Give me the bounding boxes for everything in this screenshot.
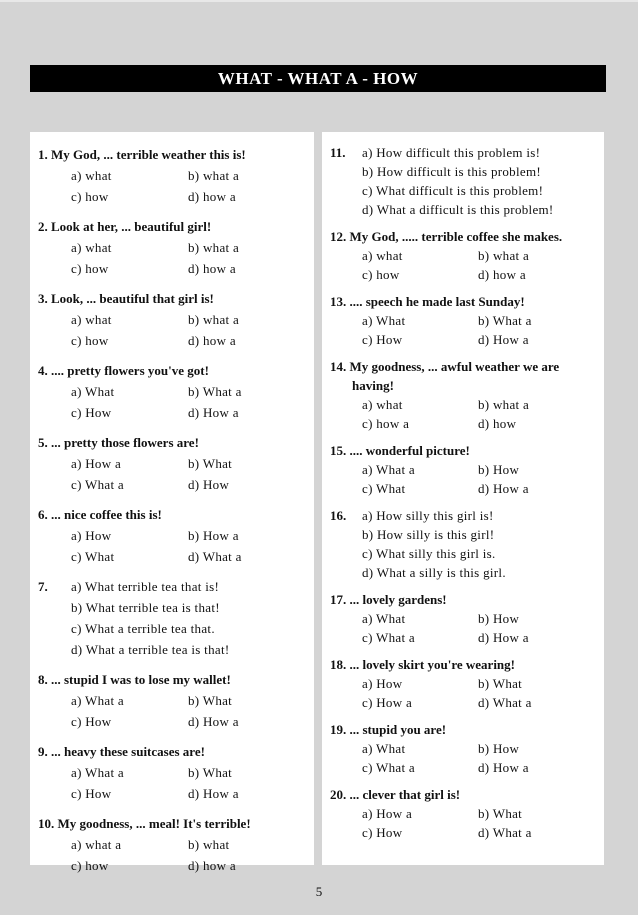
answer-option: c) how xyxy=(71,261,109,276)
question-stem xyxy=(38,669,314,690)
question-text: ... clever that girl is! xyxy=(349,787,461,802)
question-stem xyxy=(38,216,314,237)
question-text: ... pretty those flowers are! xyxy=(51,435,199,450)
option-grid xyxy=(38,381,314,423)
answer-option: d) how a xyxy=(188,858,236,873)
question-number: 1. xyxy=(38,147,48,162)
question-stem xyxy=(38,504,314,525)
option-grid xyxy=(38,165,314,207)
answer-option: d) How a xyxy=(478,760,529,775)
answer-option: d) How a xyxy=(478,332,529,347)
answer-option: b) How a xyxy=(188,528,239,543)
answer-option: a) How difficult this problem is! xyxy=(362,145,541,160)
question-number: 5. xyxy=(38,435,48,450)
answer-option: d) What a terrible tea is that! xyxy=(71,642,230,657)
question-item xyxy=(38,432,314,495)
answer-option: c) What difficult is this problem! xyxy=(362,183,544,198)
answer-option: b) What a xyxy=(188,384,242,399)
question-stem xyxy=(38,360,314,381)
option-list xyxy=(71,576,230,660)
question-number: 13. xyxy=(330,294,347,309)
option-grid xyxy=(330,674,604,712)
answer-option: d) What a xyxy=(478,825,532,840)
answer-option: b) what a xyxy=(478,397,530,412)
question-item xyxy=(38,741,314,804)
answer-option: a) How silly this girl is! xyxy=(362,508,494,523)
question-text: .... wonderful picture! xyxy=(349,443,470,458)
answer-option: c) What xyxy=(71,549,115,564)
answer-option: d) How xyxy=(188,477,230,492)
answer-option: c) What a terrible tea that. xyxy=(71,621,215,636)
question-item xyxy=(38,813,314,876)
question-item xyxy=(38,576,314,660)
question-number: 2. xyxy=(38,219,48,234)
question-number: 8. xyxy=(38,672,48,687)
question-item xyxy=(330,785,604,842)
answer-option: c) How a xyxy=(362,695,413,710)
answer-option: c) how xyxy=(71,333,109,348)
answer-option: b) What xyxy=(188,765,233,780)
answer-option: a) How xyxy=(71,528,112,543)
question-number: 12. xyxy=(330,229,347,244)
answer-option: c) What silly this girl is. xyxy=(362,546,496,561)
question-number: 11. xyxy=(330,145,346,160)
right-question-column xyxy=(322,132,604,865)
question-number: 16. xyxy=(330,508,347,523)
question-item xyxy=(38,504,314,567)
answer-option: a) what xyxy=(362,397,403,412)
question-number: 9. xyxy=(38,744,48,759)
answer-option: a) what xyxy=(71,240,112,255)
question-number: 17. xyxy=(330,592,347,607)
question-stem xyxy=(38,432,314,453)
answer-option: d) How a xyxy=(188,405,239,420)
answer-option: a) what a xyxy=(71,837,122,852)
question-number: 7. xyxy=(38,579,48,594)
answer-option: b) what a xyxy=(188,312,240,327)
answer-option: c) How xyxy=(71,405,112,420)
answer-option: b) what a xyxy=(188,168,240,183)
question-number: 18. xyxy=(330,657,347,672)
question-stem xyxy=(330,227,604,246)
answer-option: c) How xyxy=(71,714,112,729)
question-number: 20. xyxy=(330,787,347,802)
question-number: 6. xyxy=(38,507,48,522)
question-item xyxy=(38,144,314,207)
question-number: 3. xyxy=(38,291,48,306)
answer-option: b) How difficult is this problem! xyxy=(362,164,542,179)
answer-option: d) how a xyxy=(188,333,236,348)
answer-option: a) What xyxy=(362,741,406,756)
page-number: 5 xyxy=(315,884,323,899)
answer-option: b) How xyxy=(478,741,520,756)
answer-option: b) what a xyxy=(478,248,530,263)
question-text: My God, ... terrible weather this is! xyxy=(51,147,246,162)
page-title: WHAT - WHAT A - HOW xyxy=(30,65,606,92)
answer-option: d) How a xyxy=(188,786,239,801)
answer-option: a) What xyxy=(362,611,406,626)
answer-option: c) What a xyxy=(362,630,415,645)
answer-option: d) What a difficult is this problem! xyxy=(362,202,554,217)
option-list xyxy=(362,143,554,219)
answer-option: d) how a xyxy=(478,267,526,282)
answer-option: a) What terrible tea that is! xyxy=(71,579,220,594)
question-text: ... heavy these suitcases are! xyxy=(51,744,205,759)
question-item xyxy=(330,506,604,582)
question-text: My goodness, ... awful weather we are having! xyxy=(349,359,560,393)
question-text: ... lovely gardens! xyxy=(349,592,447,607)
option-grid xyxy=(330,246,604,284)
answer-option: d) What a xyxy=(188,549,242,564)
answer-option: a) How xyxy=(362,676,403,691)
answer-option: c) What a xyxy=(362,760,415,775)
answer-option: d) How a xyxy=(478,630,529,645)
question-stem xyxy=(38,288,314,309)
option-grid xyxy=(330,739,604,777)
answer-option: d) What a xyxy=(478,695,532,710)
question-item xyxy=(330,655,604,712)
option-grid xyxy=(38,690,314,732)
question-text: .... speech he made last Sunday! xyxy=(349,294,525,309)
left-question-column xyxy=(30,132,314,873)
top-edge xyxy=(0,0,638,2)
answer-option: c) How xyxy=(362,825,403,840)
question-item xyxy=(330,357,604,433)
question-stem xyxy=(330,655,604,674)
question-text: ... stupid you are! xyxy=(349,722,447,737)
question-stem xyxy=(330,357,604,395)
answer-option: d) how a xyxy=(188,189,236,204)
question-number: 15. xyxy=(330,443,347,458)
question-item xyxy=(38,360,314,423)
answer-option: d) How a xyxy=(188,714,239,729)
option-grid xyxy=(330,804,604,842)
answer-option: a) How a xyxy=(362,806,413,821)
question-number: 19. xyxy=(330,722,347,737)
option-grid xyxy=(330,311,604,349)
question-stem xyxy=(38,741,314,762)
question-item xyxy=(330,720,604,777)
question-stem xyxy=(330,720,604,739)
question-stem xyxy=(330,590,604,609)
answer-option: c) how xyxy=(362,267,400,282)
answer-option: a) what xyxy=(362,248,403,263)
answer-option: b) How xyxy=(478,611,520,626)
question-number: 4. xyxy=(38,363,48,378)
option-grid xyxy=(330,460,604,498)
question-text: Look at her, ... beautiful girl! xyxy=(51,219,212,234)
question-item xyxy=(330,227,604,284)
answer-option: b) what xyxy=(188,837,230,852)
question-text: My God, ..... terrible coffee she makes. xyxy=(349,229,563,244)
answer-option: b) What xyxy=(188,693,233,708)
question-stem xyxy=(330,785,604,804)
answer-option: b) What xyxy=(478,676,523,691)
question-item xyxy=(330,590,604,647)
answer-option: a) What xyxy=(362,313,406,328)
question-text: .... pretty flowers you've got! xyxy=(51,363,209,378)
option-grid xyxy=(38,453,314,495)
answer-option: b) What a xyxy=(478,313,532,328)
question-item xyxy=(330,441,604,498)
option-list xyxy=(362,506,506,582)
question-number: 10. xyxy=(38,816,55,831)
answer-option: b) How silly is this girl! xyxy=(362,527,495,542)
answer-option: d) how xyxy=(478,416,517,431)
answer-option: c) How xyxy=(71,786,112,801)
question-item xyxy=(38,216,314,279)
answer-option: d) What a silly is this girl. xyxy=(362,565,506,580)
answer-option: a) What a xyxy=(71,693,124,708)
question-number: 14. xyxy=(330,359,347,374)
answer-option: b) what a xyxy=(188,240,240,255)
answer-option: d) how a xyxy=(188,261,236,276)
answer-option: b) What xyxy=(478,806,523,821)
question-stem xyxy=(330,441,604,460)
answer-option: c) how a xyxy=(362,416,410,431)
answer-option: c) How xyxy=(362,332,403,347)
option-grid xyxy=(38,834,314,876)
question-text: Look, ... beautiful that girl is! xyxy=(51,291,214,306)
question-item xyxy=(330,292,604,349)
question-text: ... nice coffee this is! xyxy=(51,507,162,522)
answer-option: a) what xyxy=(71,168,112,183)
question-item xyxy=(38,669,314,732)
option-grid xyxy=(38,762,314,804)
answer-option: c) What a xyxy=(71,477,124,492)
option-grid xyxy=(38,237,314,279)
question-text: ... lovely skirt you're wearing! xyxy=(349,657,515,672)
question-item xyxy=(330,143,604,219)
answer-option: a) What a xyxy=(71,765,124,780)
answer-option: d) How a xyxy=(478,481,529,496)
question-stem xyxy=(38,144,314,165)
answer-option: a) What xyxy=(71,384,115,399)
option-grid xyxy=(330,395,604,433)
option-grid xyxy=(38,525,314,567)
answer-option: c) how xyxy=(71,858,109,873)
answer-option: b) What xyxy=(188,456,233,471)
answer-option: b) How xyxy=(478,462,520,477)
answer-option: a) How a xyxy=(71,456,122,471)
question-text: ... stupid I was to lose my wallet! xyxy=(51,672,231,687)
question-item xyxy=(38,288,314,351)
answer-option: c) What xyxy=(362,481,406,496)
question-stem xyxy=(330,292,604,311)
answer-option: b) What terrible tea is that! xyxy=(71,600,220,615)
question-text: My goodness, ... meal! It's terrible! xyxy=(57,816,251,831)
answer-option: a) what xyxy=(71,312,112,327)
option-grid xyxy=(330,609,604,647)
answer-option: c) how xyxy=(71,189,109,204)
answer-option: a) What a xyxy=(362,462,415,477)
option-grid xyxy=(38,309,314,351)
question-stem xyxy=(38,813,314,834)
